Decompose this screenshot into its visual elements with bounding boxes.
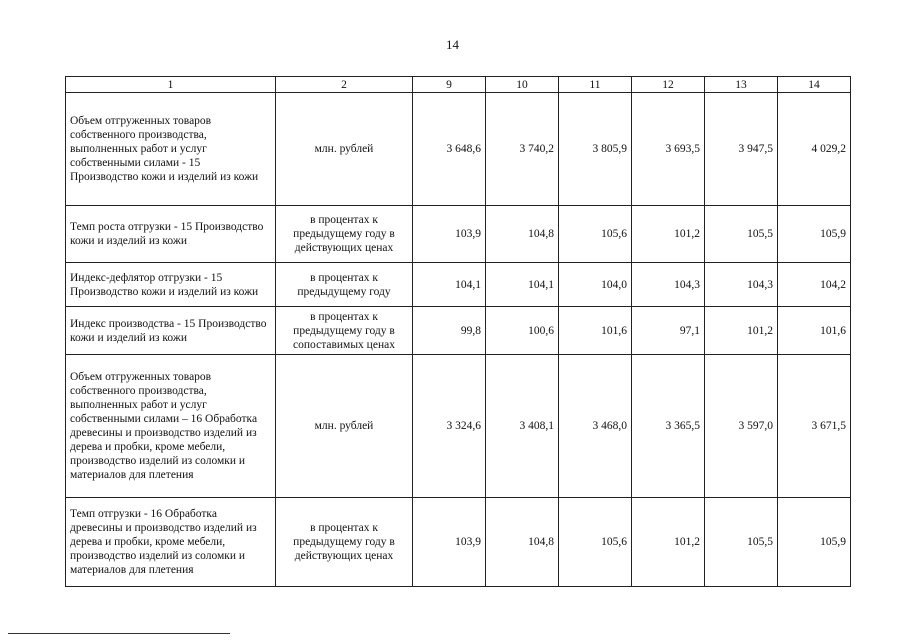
header-cell: 13 [705, 77, 778, 93]
value-cell: 101,6 [778, 307, 851, 355]
indicator-name-cell [66, 355, 276, 498]
header-cell: 1 [66, 77, 276, 93]
value-cell: 104,2 [778, 263, 851, 307]
value-cell: 97,1 [632, 307, 705, 355]
indicator-name-cell [66, 263, 276, 307]
value-cell: 3 947,5 [705, 93, 778, 206]
unit-cell: млн. рублей [276, 355, 413, 498]
value-cell: 101,6 [559, 307, 632, 355]
value-cell: 104,0 [559, 263, 632, 307]
value-cell: 105,9 [778, 498, 851, 587]
indicators-table [65, 76, 851, 587]
value-cell: 100,6 [486, 307, 559, 355]
table-row [66, 498, 851, 587]
header-cell: 10 [486, 77, 559, 93]
value-cell: 101,2 [705, 307, 778, 355]
value-cell: 103,9 [413, 206, 486, 263]
value-cell: 3 740,2 [486, 93, 559, 206]
indicator-name-cell [66, 93, 276, 206]
value-cell: 101,2 [632, 206, 705, 263]
value-cell: 3 597,0 [705, 355, 778, 498]
value-cell: 104,8 [486, 206, 559, 263]
value-cell: 105,6 [559, 206, 632, 263]
unit-cell: в процентах к предыдущему году [276, 263, 413, 307]
indicator-name-cell [66, 498, 276, 587]
value-cell: 3 365,5 [632, 355, 705, 498]
header-cell: 2 [276, 77, 413, 93]
table-row [66, 206, 851, 263]
table-row [66, 93, 851, 206]
indicator-name: Индекс производства - 15 Производство кожи и изделий из кожи [70, 317, 267, 344]
value-cell: 105,6 [559, 498, 632, 587]
unit-cell: в процентах к предыдущему году в сопоставимых ценах [276, 307, 413, 355]
indicator-name: Темп роста отгрузки - 15 Производство кожи и изделий из кожи [70, 221, 264, 247]
value-cell: 105,5 [705, 498, 778, 587]
value-cell: 101,2 [632, 498, 705, 587]
header-cell: 12 [632, 77, 705, 93]
value-cell: 3 468,0 [559, 355, 632, 498]
indicator-name: Темп отгрузки - 16 Обработка древесины и производство изделий из дерева и пробки, кроме мебели, производство изделий из соломки и материалов для плетения [70, 508, 257, 576]
indicator-name: Объем отгруженных товаров собственного производства, выполненных работ и услуг собственными силами - 15 Производство кожи и изделий из кожи [70, 115, 259, 183]
table-row [66, 263, 851, 307]
header-cell: 14 [778, 77, 851, 93]
value-cell: 105,5 [705, 206, 778, 263]
value-cell: 3 693,5 [632, 93, 705, 206]
value-cell: 4 029,2 [778, 93, 851, 206]
value-cell: 104,3 [705, 263, 778, 307]
unit-cell: млн. рублей [276, 93, 413, 206]
value-cell: 3 324,6 [413, 355, 486, 498]
unit-cell: в процентах к предыдущему году в действующих ценах [276, 206, 413, 263]
header-row [66, 77, 851, 93]
value-cell: 104,1 [413, 263, 486, 307]
value-cell: 3 648,6 [413, 93, 486, 206]
indicator-name-cell [66, 307, 276, 355]
indicator-name: Индекс-дефлятор отгрузки - 15 Производство кожи и изделий из кожи [70, 271, 259, 298]
page-number: 14 [446, 37, 459, 52]
value-cell: 104,1 [486, 263, 559, 307]
indicator-name: Объем отгруженных товаров собственного производства, выполненных работ и услуг собственными силами – 16 Обработка древесины и производство изделий из дерева и пробки, кроме мебели, производство изделий из соломки и материалов для плетения [70, 371, 258, 481]
value-cell: 3 671,5 [778, 355, 851, 498]
value-cell: 103,9 [413, 498, 486, 587]
indicator-name-cell [66, 206, 276, 263]
value-cell: 99,8 [413, 307, 486, 355]
table-row [66, 307, 851, 355]
value-cell: 3 805,9 [559, 93, 632, 206]
header-cell: 9 [413, 77, 486, 93]
unit-cell: в процентах к предыдущему году в действующих ценах [276, 498, 413, 587]
value-cell: 3 408,1 [486, 355, 559, 498]
header-cell: 11 [559, 77, 632, 93]
footnote-divider [8, 633, 230, 634]
value-cell: 105,9 [778, 206, 851, 263]
value-cell: 104,8 [486, 498, 559, 587]
table-row [66, 355, 851, 498]
value-cell: 104,3 [632, 263, 705, 307]
